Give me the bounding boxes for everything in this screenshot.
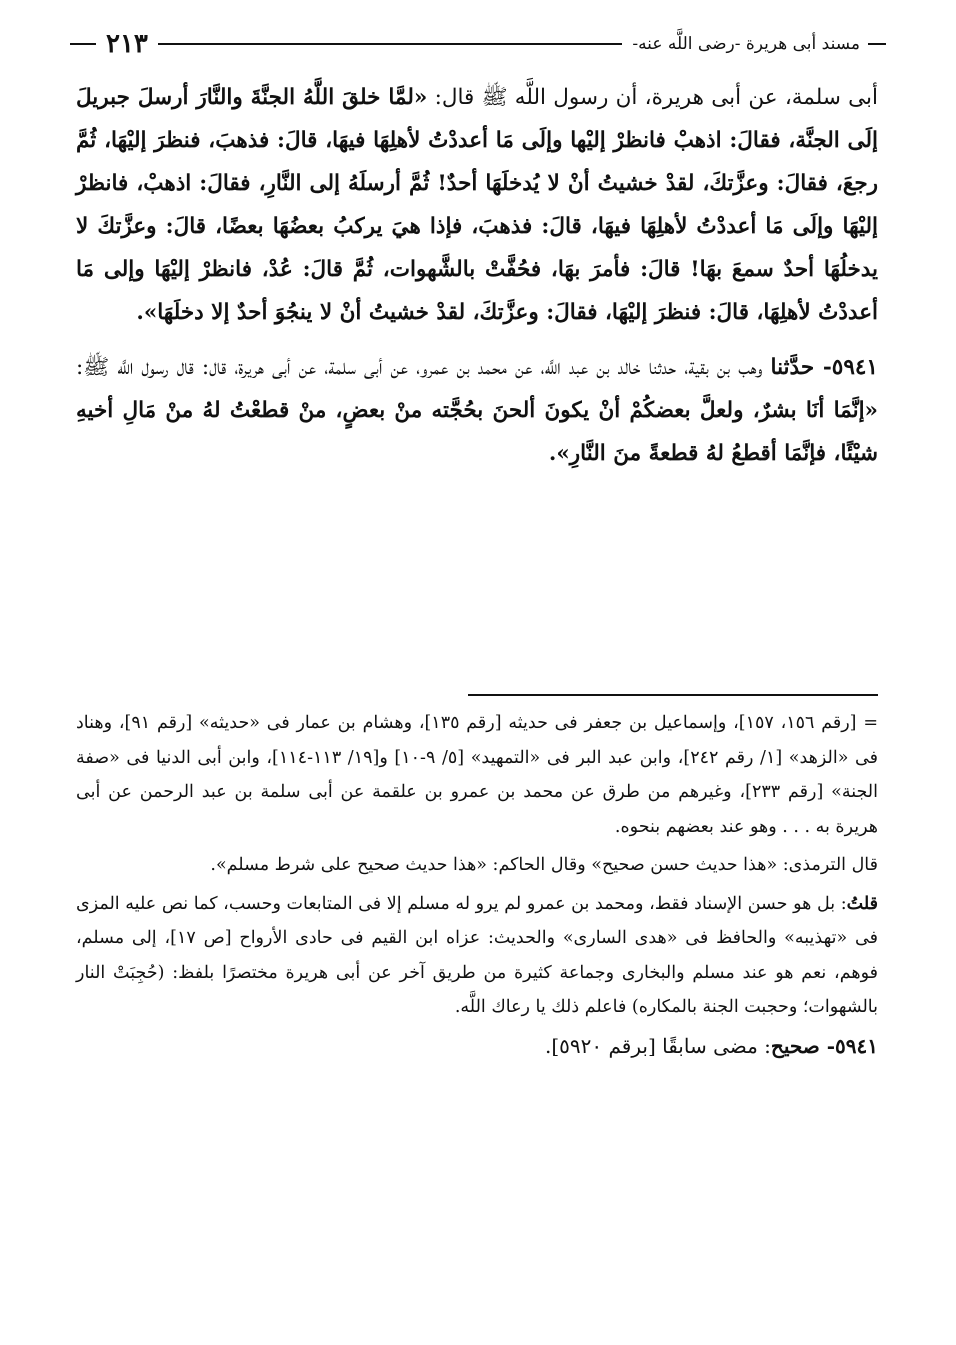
running-header [70, 28, 886, 60]
header-rule-start [868, 43, 886, 45]
footnote-paragraph-2: قال الترمذى: «هذا حديث حسن صحيح» وقال الحاكم: «هذا حديث صحيح على شرط مسلم». [210, 855, 878, 875]
hadith-5941-text: «إنَّمَا أنَا بشرٌ، ولعلَّ بعضكُمْ أنْ يكونَ ألحنَ بحُجَّته منْ بعضٍ، منْ قطعْتُ لهُ منْ مَالِ أخيهِ شيْئًا، فإنَّمَا أقطعُ لهُ قطعةً منَ النَّارِ». [76, 398, 878, 466]
hadith-number: ٥٩٤١ [831, 355, 878, 380]
footnote-paragraph-4 [76, 1029, 878, 1064]
footnote-text-4: : مضى سابقًا [برقم ٥٩٢٠]. [544, 1033, 771, 1058]
header-rule-end [70, 43, 96, 45]
hadith-5941-chain: وهب بن بقية، حدثنا خالد بن عبد اللَّه، عن محمد بن عمرو، عن أبى سلمة، عن أبى هريرة، قال: قال رسول اللَّه ﷺ: [76, 355, 771, 380]
continuation-mark: = [863, 713, 878, 733]
main-text [76, 76, 878, 475]
footnote-paragraph-3 [76, 887, 878, 1025]
hadith-5940-text: «لمَّا خلقَ اللَّهُ الجنَّةَ والنَّارَ أرسلَ جبريلَ إلَى الجنَّة، فقالَ: اذهبْ فانظرْ إليْها وإلَى مَا أعددْتُ لأهلِهَا فيهَا، قالَ: فذهبَ، فنظرَ إليْهَا، ثُمَّ رجعَ، فقالَ: وعزَّتكَ، لقدْ خشيتُ أنْ لا يُدخلَهَا أحدٌ! ثُمَّ أرسلَهُ إلى النَّارِ، فقالَ: اذهبْ، فانظرْ إليْهَا وإلَى مَا أعددْتُ لأهلِهَا فيهَا، قالَ: فذهبَ، فإذا هيَ يركبُ بعضُهَا بعضًا، قالَ: وعزَّتكَ لا يدخلُهَا أحدٌ سمعَ بهَا! قالَ: فأمرَ بهَا، فحُفَّتْ بالشَّهوات، ثُمَّ قالَ: عُدْ، فانظرْ إليْهَا وإلى مَا أعددْتُ لأهلِهَا، قالَ: فنظرَ إليْهَا، فقالَ: وعزَّتكَ، لقدْ خشيتُ أنْ لا ينجُوَ أحدٌ إلا دخلَهَا». [76, 85, 878, 325]
footnote-grade: ٥٩٤١- صحيح [770, 1033, 878, 1058]
page-number: ٢١٣ [106, 29, 148, 59]
footnotes [76, 706, 878, 1063]
footnote-paragraph-1 [76, 706, 878, 844]
hadith-5940-continuation [76, 76, 878, 334]
haddathana: حدَّثنا [770, 355, 815, 380]
hadith-5940-intro: أبى سلمة، عن أبى هريرة، أن رسول اللَّه ﷺ قال: [427, 85, 878, 110]
header-title: مسند أبى هريرة -رضى اللَّه عنه- [632, 34, 860, 54]
footnote-text-1: [رقم ١٥٦، ١٥٧]، وإسماعيل بن جعفر فى حديثه [رقم ١٣٥]، وهشام بن عمار فى «حديثه» [رقم ٩١]، وهناد فى «الزهد» [١/ رقم ٢٤٢]، وابن عبد البر فى «التمهيد» [٥/ ٩-١٠] و[١٩/ ١١٣-١١٤]، وابن أبى الدنيا فى «صفة الجنة» [رقم ٢٣٣]، وغيرهم من طرق عن محمد بن عمرو بن علقمة عن أبى سلمة بن عبد الرحمن عن أبى هريرة به . . . وهو عند بعضهم بنحوه. [76, 713, 878, 837]
hadith-5941 [76, 346, 878, 475]
header-rule [158, 43, 622, 45]
footnote-text-3: : بل هو حسن الإسناد فقط، ومحمد بن عمرو لم يرو له مسلم إلا فى المتابعات وحسب، كما نص عليه المزى فى «تهذيبه» والحافظ فى «هدى السارى» والحديث: عزاه ابن القيم فى حادى الأرواح [ص ١٧]، إلى مسلم، فوهم، نعم هو عند مسلم والبخارى وجماعة كثيرة من طريق آخر عن أبى هريرة مختصرًا بلفظ: (حُجِبَتْ النار بالشهوات؛ وحجبت الجنة بالمكاره) فاعلم ذلك يا رعاك اللَّه. [76, 893, 878, 1017]
footnote-divider [468, 694, 878, 696]
hadith-dash: - [814, 355, 832, 380]
footnote-qultu: قلتُ [846, 893, 878, 914]
